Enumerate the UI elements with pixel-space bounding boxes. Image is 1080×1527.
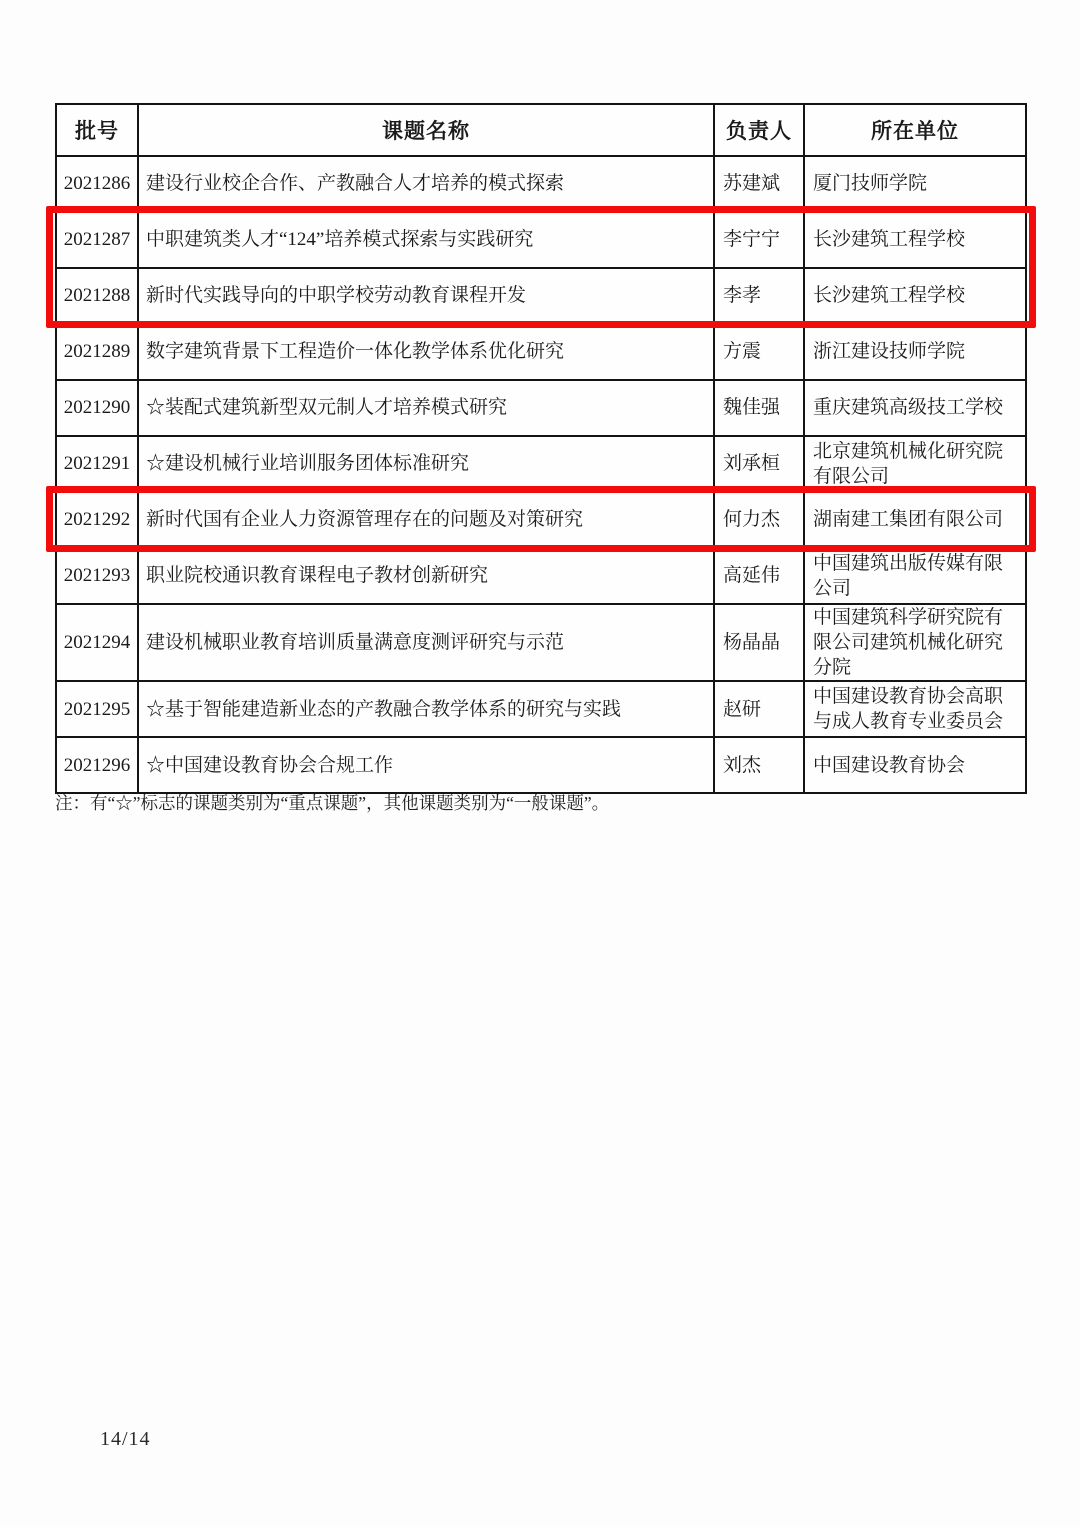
leader-cell: 何力杰 [714, 492, 804, 548]
title-cell: 新时代国有企业人力资源管理存在的问题及对策研究 [138, 492, 714, 548]
title-cell: 中职建筑类人才“124”培养模式探索与实践研究 [138, 212, 714, 268]
col-header-org: 所在单位 [804, 104, 1026, 156]
table-row [56, 380, 1026, 436]
table-row [56, 268, 1026, 324]
col-header-title: 课题名称 [138, 104, 714, 156]
leader-cell: 魏佳强 [714, 380, 804, 436]
title-cell: ☆中国建设教育协会合规工作 [138, 737, 714, 793]
batch-cell: 2021286 [56, 156, 138, 212]
title-cell: 建设行业校企合作、产教融合人才培养的模式探索 [138, 156, 714, 212]
table-row [56, 156, 1026, 212]
batch-cell: 2021287 [56, 212, 138, 268]
leader-cell: 高延伟 [714, 548, 804, 604]
page-number: 14/14 [100, 1428, 151, 1450]
org-cell: 北京建筑机械化研究院有限公司 [804, 436, 1026, 492]
org-cell: 长沙建筑工程学校 [804, 212, 1026, 268]
leader-cell: 刘承桓 [714, 436, 804, 492]
leader-cell: 苏建斌 [714, 156, 804, 212]
leader-cell: 方震 [714, 324, 804, 380]
title-cell: ☆建设机械行业培训服务团体标准研究 [138, 436, 714, 492]
table-row [56, 324, 1026, 380]
table-header-row [56, 104, 1026, 156]
table-row [56, 548, 1026, 604]
title-cell: ☆基于智能建造新业态的产教融合教学体系的研究与实践 [138, 681, 714, 737]
table-row [56, 681, 1026, 737]
title-cell: ☆装配式建筑新型双元制人才培养模式研究 [138, 380, 714, 436]
batch-cell: 2021296 [56, 737, 138, 793]
table-body [56, 156, 1026, 793]
leader-cell: 赵研 [714, 681, 804, 737]
org-cell: 湖南建工集团有限公司 [804, 492, 1026, 548]
leader-cell: 刘杰 [714, 737, 804, 793]
batch-cell: 2021293 [56, 548, 138, 604]
org-cell: 中国建设教育协会高职与成人教育专业委员会 [804, 681, 1026, 737]
batch-cell: 2021292 [56, 492, 138, 548]
table-row [56, 212, 1026, 268]
batch-cell: 2021290 [56, 380, 138, 436]
col-header-leader: 负责人 [714, 104, 804, 156]
org-cell: 浙江建设技师学院 [804, 324, 1026, 380]
table-row [56, 436, 1026, 492]
col-header-batch: 批号 [56, 104, 138, 156]
org-cell: 中国建筑科学研究院有限公司建筑机械化研究分院 [804, 604, 1026, 681]
title-cell: 数字建筑背景下工程造价一体化教学体系优化研究 [138, 324, 714, 380]
leader-cell: 李孝 [714, 268, 804, 324]
batch-cell: 2021288 [56, 268, 138, 324]
project-table [55, 103, 1027, 794]
org-cell: 厦门技师学院 [804, 156, 1026, 212]
title-cell: 新时代实践导向的中职学校劳动教育课程开发 [138, 268, 714, 324]
org-cell: 长沙建筑工程学校 [804, 268, 1026, 324]
batch-cell: 2021291 [56, 436, 138, 492]
table-row [56, 604, 1026, 681]
title-cell: 职业院校通识教育课程电子教材创新研究 [138, 548, 714, 604]
org-cell: 中国建筑出版传媒有限公司 [804, 548, 1026, 604]
leader-cell: 李宁宁 [714, 212, 804, 268]
org-cell: 重庆建筑高级技工学校 [804, 380, 1026, 436]
batch-cell: 2021289 [56, 324, 138, 380]
org-cell: 中国建设教育协会 [804, 737, 1026, 793]
footnote: 注：有“☆”标志的课题类别为“重点课题”，其他课题类别为“一般课题”。 [55, 793, 610, 813]
batch-cell: 2021295 [56, 681, 138, 737]
table-row [56, 737, 1026, 793]
table-row [56, 492, 1026, 548]
leader-cell: 杨晶晶 [714, 604, 804, 681]
title-cell: 建设机械职业教育培训质量满意度测评研究与示范 [138, 604, 714, 681]
batch-cell: 2021294 [56, 604, 138, 681]
